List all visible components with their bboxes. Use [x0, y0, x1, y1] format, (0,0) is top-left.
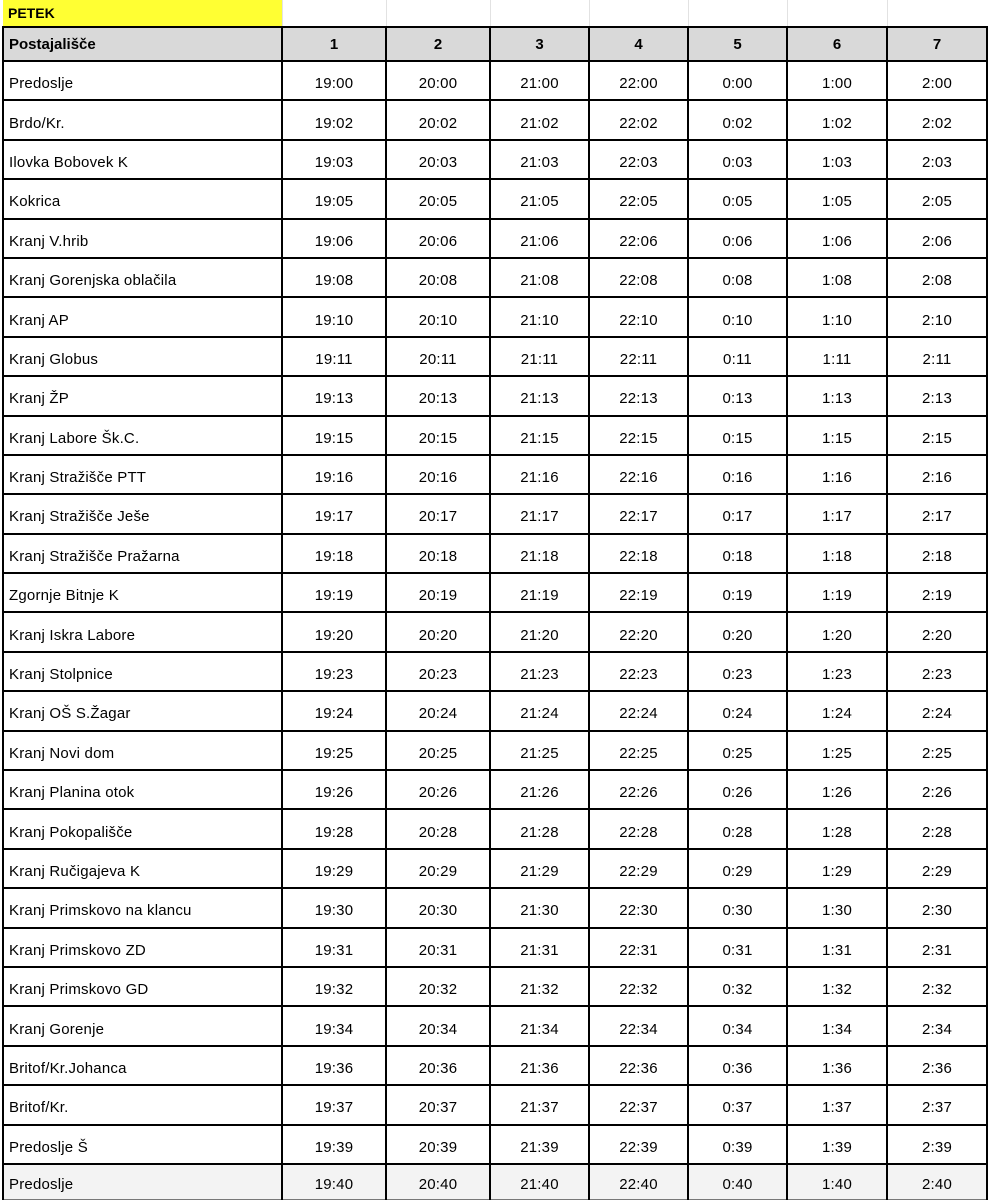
- time-cell[interactable]: 20:06: [386, 219, 490, 258]
- time-cell[interactable]: 2:31: [887, 928, 987, 967]
- station-cell[interactable]: Predoslje: [3, 1164, 282, 1200]
- time-cell[interactable]: 0:30: [688, 888, 787, 927]
- time-cell[interactable]: 21:37: [490, 1085, 589, 1124]
- station-cell[interactable]: Kranj Stražišče Pražarna: [3, 534, 282, 573]
- time-cell[interactable]: 22:30: [589, 888, 688, 927]
- station-cell[interactable]: Britof/Kr.Johanca: [3, 1046, 282, 1085]
- empty-cell[interactable]: [589, 0, 688, 27]
- table-row: [3, 376, 987, 415]
- time-cell[interactable]: 2:32: [887, 967, 987, 1006]
- time-cell[interactable]: 0:23: [688, 652, 787, 691]
- table-row: [3, 1125, 987, 1164]
- time-cell[interactable]: 0:39: [688, 1125, 787, 1164]
- time-cell[interactable]: 2:16: [887, 455, 987, 494]
- empty-cell[interactable]: [386, 0, 490, 27]
- time-cell[interactable]: 2:08: [887, 258, 987, 297]
- time-cell[interactable]: 19:37: [282, 1085, 386, 1124]
- table-row: [3, 1046, 987, 1085]
- time-cell[interactable]: 2:25: [887, 731, 987, 770]
- time-cell[interactable]: 2:00: [887, 61, 987, 100]
- time-cell[interactable]: 22:28: [589, 809, 688, 848]
- time-cell[interactable]: 2:10: [887, 297, 987, 336]
- time-cell[interactable]: 22:11: [589, 337, 688, 376]
- station-cell[interactable]: Kranj AP: [3, 297, 282, 336]
- table-row: [3, 1006, 987, 1045]
- time-cell[interactable]: 20:37: [386, 1085, 490, 1124]
- time-cell[interactable]: 1:17: [787, 494, 887, 533]
- station-cell[interactable]: Zgornje Bitnje K: [3, 573, 282, 612]
- time-cell[interactable]: 2:28: [887, 809, 987, 848]
- time-cell[interactable]: 21:02: [490, 100, 589, 139]
- time-cell[interactable]: 19:15: [282, 416, 386, 455]
- time-cell[interactable]: 0:05: [688, 179, 787, 218]
- time-cell[interactable]: 20:25: [386, 731, 490, 770]
- station-cell[interactable]: Kranj V.hrib: [3, 219, 282, 258]
- station-cell[interactable]: Ilovka Bobovek K: [3, 140, 282, 179]
- time-cell[interactable]: 0:37: [688, 1085, 787, 1124]
- time-cell[interactable]: 22:03: [589, 140, 688, 179]
- header-departure-cell[interactable]: 6: [787, 27, 887, 61]
- time-cell[interactable]: 22:23: [589, 652, 688, 691]
- time-cell[interactable]: 20:31: [386, 928, 490, 967]
- time-cell[interactable]: 2:34: [887, 1006, 987, 1045]
- time-cell[interactable]: 0:25: [688, 731, 787, 770]
- time-cell[interactable]: 2:24: [887, 691, 987, 730]
- time-cell[interactable]: 1:15: [787, 416, 887, 455]
- time-cell[interactable]: 22:06: [589, 219, 688, 258]
- time-cell[interactable]: 2:17: [887, 494, 987, 533]
- time-cell[interactable]: 2:40: [887, 1164, 987, 1200]
- timetable-sheet: [2, 0, 988, 1200]
- time-cell[interactable]: 0:03: [688, 140, 787, 179]
- time-cell[interactable]: 0:40: [688, 1164, 787, 1200]
- time-cell[interactable]: 19:34: [282, 1006, 386, 1045]
- time-cell[interactable]: 0:00: [688, 61, 787, 100]
- time-cell[interactable]: 22:24: [589, 691, 688, 730]
- time-cell[interactable]: 1:29: [787, 849, 887, 888]
- time-cell[interactable]: 19:17: [282, 494, 386, 533]
- time-cell[interactable]: 0:18: [688, 534, 787, 573]
- time-cell[interactable]: 22:29: [589, 849, 688, 888]
- time-cell[interactable]: 1:25: [787, 731, 887, 770]
- time-cell[interactable]: 19:29: [282, 849, 386, 888]
- header-departure-cell[interactable]: 5: [688, 27, 787, 61]
- time-cell[interactable]: 21:30: [490, 888, 589, 927]
- time-cell[interactable]: 21:20: [490, 612, 589, 651]
- time-cell[interactable]: 0:15: [688, 416, 787, 455]
- station-cell[interactable]: Kranj Iskra Labore: [3, 612, 282, 651]
- time-cell[interactable]: 20:32: [386, 967, 490, 1006]
- time-cell[interactable]: 20:29: [386, 849, 490, 888]
- station-cell[interactable]: Predoslje Š: [3, 1125, 282, 1164]
- station-cell[interactable]: Kranj Stolpnice: [3, 652, 282, 691]
- time-cell[interactable]: 22:37: [589, 1085, 688, 1124]
- time-cell[interactable]: 19:24: [282, 691, 386, 730]
- time-cell[interactable]: 19:32: [282, 967, 386, 1006]
- time-cell[interactable]: 2:15: [887, 416, 987, 455]
- table-row: [3, 731, 987, 770]
- time-cell[interactable]: 20:15: [386, 416, 490, 455]
- table-row: [3, 888, 987, 927]
- time-cell[interactable]: 2:11: [887, 337, 987, 376]
- time-cell[interactable]: 21:19: [490, 573, 589, 612]
- station-cell[interactable]: Kranj Stražišče Ješe: [3, 494, 282, 533]
- table-row: [3, 809, 987, 848]
- time-cell[interactable]: 0:10: [688, 297, 787, 336]
- time-cell[interactable]: 22:19: [589, 573, 688, 612]
- time-cell[interactable]: 1:31: [787, 928, 887, 967]
- time-cell[interactable]: 1:10: [787, 297, 887, 336]
- time-cell[interactable]: 19:00: [282, 61, 386, 100]
- time-cell[interactable]: 0:26: [688, 770, 787, 809]
- time-cell[interactable]: 21:28: [490, 809, 589, 848]
- time-cell[interactable]: 1:20: [787, 612, 887, 651]
- table-row: [3, 849, 987, 888]
- time-cell[interactable]: 1:03: [787, 140, 887, 179]
- time-cell[interactable]: 1:36: [787, 1046, 887, 1085]
- table-row: [3, 61, 987, 100]
- time-cell[interactable]: 21:16: [490, 455, 589, 494]
- table-row: [3, 297, 987, 336]
- time-cell[interactable]: 19:08: [282, 258, 386, 297]
- table-row: [3, 416, 987, 455]
- table-row: [3, 691, 987, 730]
- time-cell[interactable]: 1:30: [787, 888, 887, 927]
- time-cell[interactable]: 20:03: [386, 140, 490, 179]
- table-row: [3, 100, 987, 139]
- station-cell[interactable]: Kranj Gorenje: [3, 1006, 282, 1045]
- time-cell[interactable]: 1:18: [787, 534, 887, 573]
- title-row: [3, 0, 987, 27]
- time-cell[interactable]: 22:32: [589, 967, 688, 1006]
- table-row: [3, 1085, 987, 1124]
- time-cell[interactable]: 1:32: [787, 967, 887, 1006]
- time-cell[interactable]: 21:10: [490, 297, 589, 336]
- empty-cell[interactable]: [688, 0, 787, 27]
- time-cell[interactable]: 20:20: [386, 612, 490, 651]
- empty-cell[interactable]: [490, 0, 589, 27]
- station-cell[interactable]: Kranj Stražišče PTT: [3, 455, 282, 494]
- time-cell[interactable]: 20:11: [386, 337, 490, 376]
- time-cell[interactable]: 22:40: [589, 1164, 688, 1200]
- header-departure-cell[interactable]: 7: [887, 27, 987, 61]
- time-cell[interactable]: 19:30: [282, 888, 386, 927]
- time-cell[interactable]: 21:06: [490, 219, 589, 258]
- table-row: [3, 1164, 987, 1200]
- table-row: [3, 573, 987, 612]
- time-cell[interactable]: 0:06: [688, 219, 787, 258]
- station-cell[interactable]: Kranj Globus: [3, 337, 282, 376]
- station-cell[interactable]: Kranj Gorenjska oblačila: [3, 258, 282, 297]
- station-cell[interactable]: Kranj OŠ S.Žagar: [3, 691, 282, 730]
- time-cell[interactable]: 2:20: [887, 612, 987, 651]
- table-row: [3, 258, 987, 297]
- table-row: [3, 534, 987, 573]
- time-cell[interactable]: 22:15: [589, 416, 688, 455]
- time-cell[interactable]: 2:36: [887, 1046, 987, 1085]
- time-cell[interactable]: 22:02: [589, 100, 688, 139]
- time-cell[interactable]: 20:05: [386, 179, 490, 218]
- time-cell[interactable]: 0:36: [688, 1046, 787, 1085]
- time-cell[interactable]: 1:06: [787, 219, 887, 258]
- time-cell[interactable]: 21:11: [490, 337, 589, 376]
- time-cell[interactable]: 0:11: [688, 337, 787, 376]
- time-cell[interactable]: 20:34: [386, 1006, 490, 1045]
- time-cell[interactable]: 22:05: [589, 179, 688, 218]
- time-cell[interactable]: 1:28: [787, 809, 887, 848]
- station-cell[interactable]: Kranj Primskovo GD: [3, 967, 282, 1006]
- time-cell[interactable]: 20:02: [386, 100, 490, 139]
- time-cell[interactable]: 20:00: [386, 61, 490, 100]
- time-cell[interactable]: 22:25: [589, 731, 688, 770]
- time-cell[interactable]: 19:26: [282, 770, 386, 809]
- time-cell[interactable]: 1:23: [787, 652, 887, 691]
- time-cell[interactable]: 22:10: [589, 297, 688, 336]
- time-cell[interactable]: 2:06: [887, 219, 987, 258]
- time-cell[interactable]: 0:29: [688, 849, 787, 888]
- time-cell[interactable]: 21:29: [490, 849, 589, 888]
- time-cell[interactable]: 20:19: [386, 573, 490, 612]
- time-cell[interactable]: 21:08: [490, 258, 589, 297]
- table-row: [3, 455, 987, 494]
- time-cell[interactable]: 21:39: [490, 1125, 589, 1164]
- header-departure-cell[interactable]: 1: [282, 27, 386, 61]
- station-cell[interactable]: Britof/Kr.: [3, 1085, 282, 1124]
- table-row: [3, 770, 987, 809]
- time-cell[interactable]: 21:24: [490, 691, 589, 730]
- time-cell[interactable]: 0:16: [688, 455, 787, 494]
- time-cell[interactable]: 19:10: [282, 297, 386, 336]
- time-cell[interactable]: 2:26: [887, 770, 987, 809]
- time-cell[interactable]: 20:18: [386, 534, 490, 573]
- table-row: [3, 494, 987, 533]
- time-cell[interactable]: 20:13: [386, 376, 490, 415]
- time-cell[interactable]: 22:31: [589, 928, 688, 967]
- time-cell[interactable]: 21:40: [490, 1164, 589, 1200]
- time-cell[interactable]: 22:00: [589, 61, 688, 100]
- time-cell[interactable]: 19:02: [282, 100, 386, 139]
- time-cell[interactable]: 19:23: [282, 652, 386, 691]
- time-cell[interactable]: 19:16: [282, 455, 386, 494]
- time-cell[interactable]: 1:40: [787, 1164, 887, 1200]
- station-cell[interactable]: Kranj Ručigajeva K: [3, 849, 282, 888]
- time-cell[interactable]: 19:05: [282, 179, 386, 218]
- time-cell[interactable]: 1:16: [787, 455, 887, 494]
- station-cell[interactable]: Kranj Novi dom: [3, 731, 282, 770]
- time-cell[interactable]: 20:28: [386, 809, 490, 848]
- time-cell[interactable]: 1:05: [787, 179, 887, 218]
- time-cell[interactable]: 0:31: [688, 928, 787, 967]
- time-cell[interactable]: 2:18: [887, 534, 987, 573]
- table-row: [3, 652, 987, 691]
- time-cell[interactable]: 20:17: [386, 494, 490, 533]
- time-cell[interactable]: 20:26: [386, 770, 490, 809]
- time-cell[interactable]: 21:34: [490, 1006, 589, 1045]
- time-cell[interactable]: 21:03: [490, 140, 589, 179]
- time-cell[interactable]: 1:02: [787, 100, 887, 139]
- station-cell[interactable]: Kranj Pokopališče: [3, 809, 282, 848]
- header-station-cell[interactable]: Postajališče: [3, 27, 282, 61]
- station-cell[interactable]: Kranj Labore Šk.C.: [3, 416, 282, 455]
- time-cell[interactable]: 20:10: [386, 297, 490, 336]
- time-cell[interactable]: 22:34: [589, 1006, 688, 1045]
- time-cell[interactable]: 1:24: [787, 691, 887, 730]
- station-cell[interactable]: Kranj Primskovo ZD: [3, 928, 282, 967]
- time-cell[interactable]: 2:37: [887, 1085, 987, 1124]
- table-row: [3, 928, 987, 967]
- time-cell[interactable]: 21:15: [490, 416, 589, 455]
- time-cell[interactable]: 21:36: [490, 1046, 589, 1085]
- time-cell[interactable]: 21:25: [490, 731, 589, 770]
- time-cell[interactable]: 1:00: [787, 61, 887, 100]
- time-cell[interactable]: 0:02: [688, 100, 787, 139]
- time-cell[interactable]: 20:30: [386, 888, 490, 927]
- time-cell[interactable]: 2:39: [887, 1125, 987, 1164]
- time-cell[interactable]: 22:16: [589, 455, 688, 494]
- time-cell[interactable]: 20:24: [386, 691, 490, 730]
- time-cell[interactable]: 19:03: [282, 140, 386, 179]
- empty-cell[interactable]: [282, 0, 386, 27]
- time-cell[interactable]: 0:34: [688, 1006, 787, 1045]
- time-cell[interactable]: 20:36: [386, 1046, 490, 1085]
- header-row: [3, 27, 987, 61]
- table-row: [3, 967, 987, 1006]
- time-cell[interactable]: 21:31: [490, 928, 589, 967]
- time-cell[interactable]: 0:20: [688, 612, 787, 651]
- header-departure-cell[interactable]: 4: [589, 27, 688, 61]
- table-row: [3, 140, 987, 179]
- time-cell[interactable]: 21:00: [490, 61, 589, 100]
- table-row: [3, 219, 987, 258]
- time-cell[interactable]: 2:29: [887, 849, 987, 888]
- time-cell[interactable]: 1:08: [787, 258, 887, 297]
- time-cell[interactable]: 22:18: [589, 534, 688, 573]
- header-departure-cell[interactable]: 3: [490, 27, 589, 61]
- time-cell[interactable]: 21:32: [490, 967, 589, 1006]
- time-cell[interactable]: 1:11: [787, 337, 887, 376]
- time-cell[interactable]: 0:28: [688, 809, 787, 848]
- time-cell[interactable]: 21:17: [490, 494, 589, 533]
- time-cell[interactable]: 22:08: [589, 258, 688, 297]
- time-cell[interactable]: 0:24: [688, 691, 787, 730]
- time-cell[interactable]: 0:32: [688, 967, 787, 1006]
- time-cell[interactable]: 2:19: [887, 573, 987, 612]
- time-cell[interactable]: 20:08: [386, 258, 490, 297]
- time-cell[interactable]: 0:13: [688, 376, 787, 415]
- time-cell[interactable]: 0:08: [688, 258, 787, 297]
- time-cell[interactable]: 1:26: [787, 770, 887, 809]
- time-cell[interactable]: 20:23: [386, 652, 490, 691]
- time-cell[interactable]: 2:03: [887, 140, 987, 179]
- station-cell[interactable]: Kranj Planina otok: [3, 770, 282, 809]
- time-cell[interactable]: 1:34: [787, 1006, 887, 1045]
- header-departure-cell[interactable]: 2: [386, 27, 490, 61]
- time-cell[interactable]: 19:36: [282, 1046, 386, 1085]
- table-row: [3, 179, 987, 218]
- station-cell[interactable]: Predoslje: [3, 61, 282, 100]
- time-cell[interactable]: 19:39: [282, 1125, 386, 1164]
- station-cell[interactable]: Kranj ŽP: [3, 376, 282, 415]
- time-cell[interactable]: 2:02: [887, 100, 987, 139]
- time-cell[interactable]: 21:23: [490, 652, 589, 691]
- time-cell[interactable]: 19:19: [282, 573, 386, 612]
- time-cell[interactable]: 21:18: [490, 534, 589, 573]
- time-cell[interactable]: 19:13: [282, 376, 386, 415]
- time-cell[interactable]: 20:39: [386, 1125, 490, 1164]
- time-cell[interactable]: 22:26: [589, 770, 688, 809]
- station-cell[interactable]: Kokrica: [3, 179, 282, 218]
- time-cell[interactable]: 19:25: [282, 731, 386, 770]
- time-cell[interactable]: 22:36: [589, 1046, 688, 1085]
- time-cell[interactable]: 19:18: [282, 534, 386, 573]
- sheet-title-cell[interactable]: PETEK: [3, 0, 282, 27]
- time-cell[interactable]: 0:19: [688, 573, 787, 612]
- time-cell[interactable]: 2:30: [887, 888, 987, 927]
- time-cell[interactable]: 1:37: [787, 1085, 887, 1124]
- table-row: [3, 612, 987, 651]
- time-cell[interactable]: 22:20: [589, 612, 688, 651]
- time-cell[interactable]: 0:17: [688, 494, 787, 533]
- time-cell[interactable]: 2:23: [887, 652, 987, 691]
- time-cell[interactable]: 19:40: [282, 1164, 386, 1200]
- time-cell[interactable]: 21:26: [490, 770, 589, 809]
- time-cell[interactable]: 2:13: [887, 376, 987, 415]
- time-cell[interactable]: 1:19: [787, 573, 887, 612]
- station-cell[interactable]: Brdo/Kr.: [3, 100, 282, 139]
- time-cell[interactable]: 21:13: [490, 376, 589, 415]
- time-cell[interactable]: 22:13: [589, 376, 688, 415]
- time-cell[interactable]: 2:05: [887, 179, 987, 218]
- time-cell[interactable]: 19:06: [282, 219, 386, 258]
- time-cell[interactable]: 22:39: [589, 1125, 688, 1164]
- time-cell[interactable]: 1:13: [787, 376, 887, 415]
- empty-cell[interactable]: [787, 0, 887, 27]
- station-cell[interactable]: Kranj Primskovo na klancu: [3, 888, 282, 927]
- time-cell[interactable]: 19:11: [282, 337, 386, 376]
- time-cell[interactable]: 19:28: [282, 809, 386, 848]
- time-cell[interactable]: 19:20: [282, 612, 386, 651]
- time-cell[interactable]: 20:40: [386, 1164, 490, 1200]
- table-row: [3, 337, 987, 376]
- time-cell[interactable]: 1:39: [787, 1125, 887, 1164]
- time-cell[interactable]: 19:31: [282, 928, 386, 967]
- time-cell[interactable]: 21:05: [490, 179, 589, 218]
- time-cell[interactable]: 22:17: [589, 494, 688, 533]
- empty-cell[interactable]: [887, 0, 987, 27]
- time-cell[interactable]: 20:16: [386, 455, 490, 494]
